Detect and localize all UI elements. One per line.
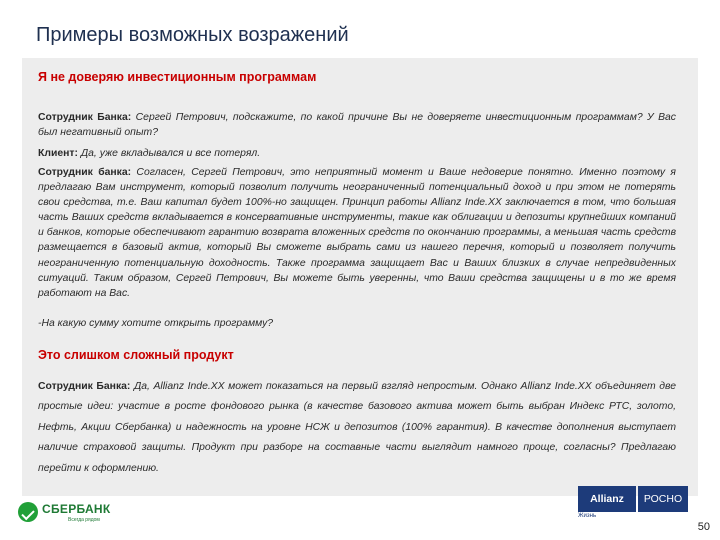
speaker-label: Сотрудник Банка: [38, 381, 131, 392]
sberbank-tagline: Всегда рядом [68, 517, 100, 523]
paragraph-complexity-response [38, 377, 676, 479]
allianz-rosno-logo [578, 486, 688, 518]
paragraph-client-answer [38, 146, 676, 161]
paragraph-text: Да, уже вкладывался и все потерял. [77, 148, 261, 159]
paragraph-bank-response [38, 165, 676, 301]
slide-title: Примеры возможных возражений [36, 24, 349, 46]
paragraph-text: Согласен, Сергей Петрович, это неприятный момент и Ваше недоверие понятно. Именно поэтому я предлагаю Вам инструмент, который позволит получить неограниченный потенциальный доход и при этом не потерять свои средства, т.е. Ваш капитал будет 100%-но защищен. Принцип работы Allianz Inde.XX заключается в том, что большая часть Ваших средств вкладывается в консервативные инструменты, такие как облигации и депозиты крупнейших компаний и банков, которые обеспечивают гарантию возврата вложенных средств по окончанию программы, а меньшая часть средств размещается в базовый актив, который Вы сможете выбрать сами из нашего перечня, который и позволяет получить неограниченную потенциальную доходность. Также программа защищает Вас и Ваших близких в случае непредвиденных ситуаций. Таким образом, Сергей Петрович, Вы можете быть уверенны, что Ваши средства защищены и в то же время работают на Вас. [38, 167, 676, 299]
allianz-subtitle: Жизнь [578, 513, 597, 519]
paragraph-bank-question [38, 110, 676, 140]
allianz-label: Allianz [578, 486, 636, 512]
sberbank-name: СБЕРБАНК [42, 502, 111, 516]
sberbank-logo [18, 499, 118, 527]
speaker-label: Сотрудник Банка: [38, 112, 132, 123]
speaker-label: Клиент: [38, 148, 78, 159]
page-number: 50 [697, 521, 710, 533]
check-icon [21, 507, 34, 520]
paragraph-closing-question: -На какую сумму хотите открыть программу? [38, 318, 274, 329]
section-heading-distrust: Я не доверяю инвестиционным программам [38, 70, 317, 84]
paragraph-text: Да, Allianz Inde.XX может показаться на первый взгляд непростым. Однако Allianz Inde.XX объединяет две простые идеи: участие в росте фондового рынка (в качестве базового актива может быть выбран Индекс РТС, золото, Нефть, Акции Сбербанка) и надежность на уровне НСЖ и депозитов (100% гарантия). В качестве дополнения выступает наличие страховой защиты. Продукт при разборе на составные части выглядит намного проще, согласны? Предлагаю перейти к оформлению. [38, 381, 676, 474]
paragraph-text: Сергей Петрович, подскажите, по какой причине Вы не доверяете инвестиционным программам? У Вас был негативный опыт? [38, 112, 676, 139]
rosno-label: РОСНО [638, 486, 688, 512]
speaker-label: Сотрудник банка: [38, 167, 132, 178]
section-heading-complexity: Это слишком сложный продукт [38, 348, 234, 362]
sberbank-logo-icon [18, 502, 38, 522]
